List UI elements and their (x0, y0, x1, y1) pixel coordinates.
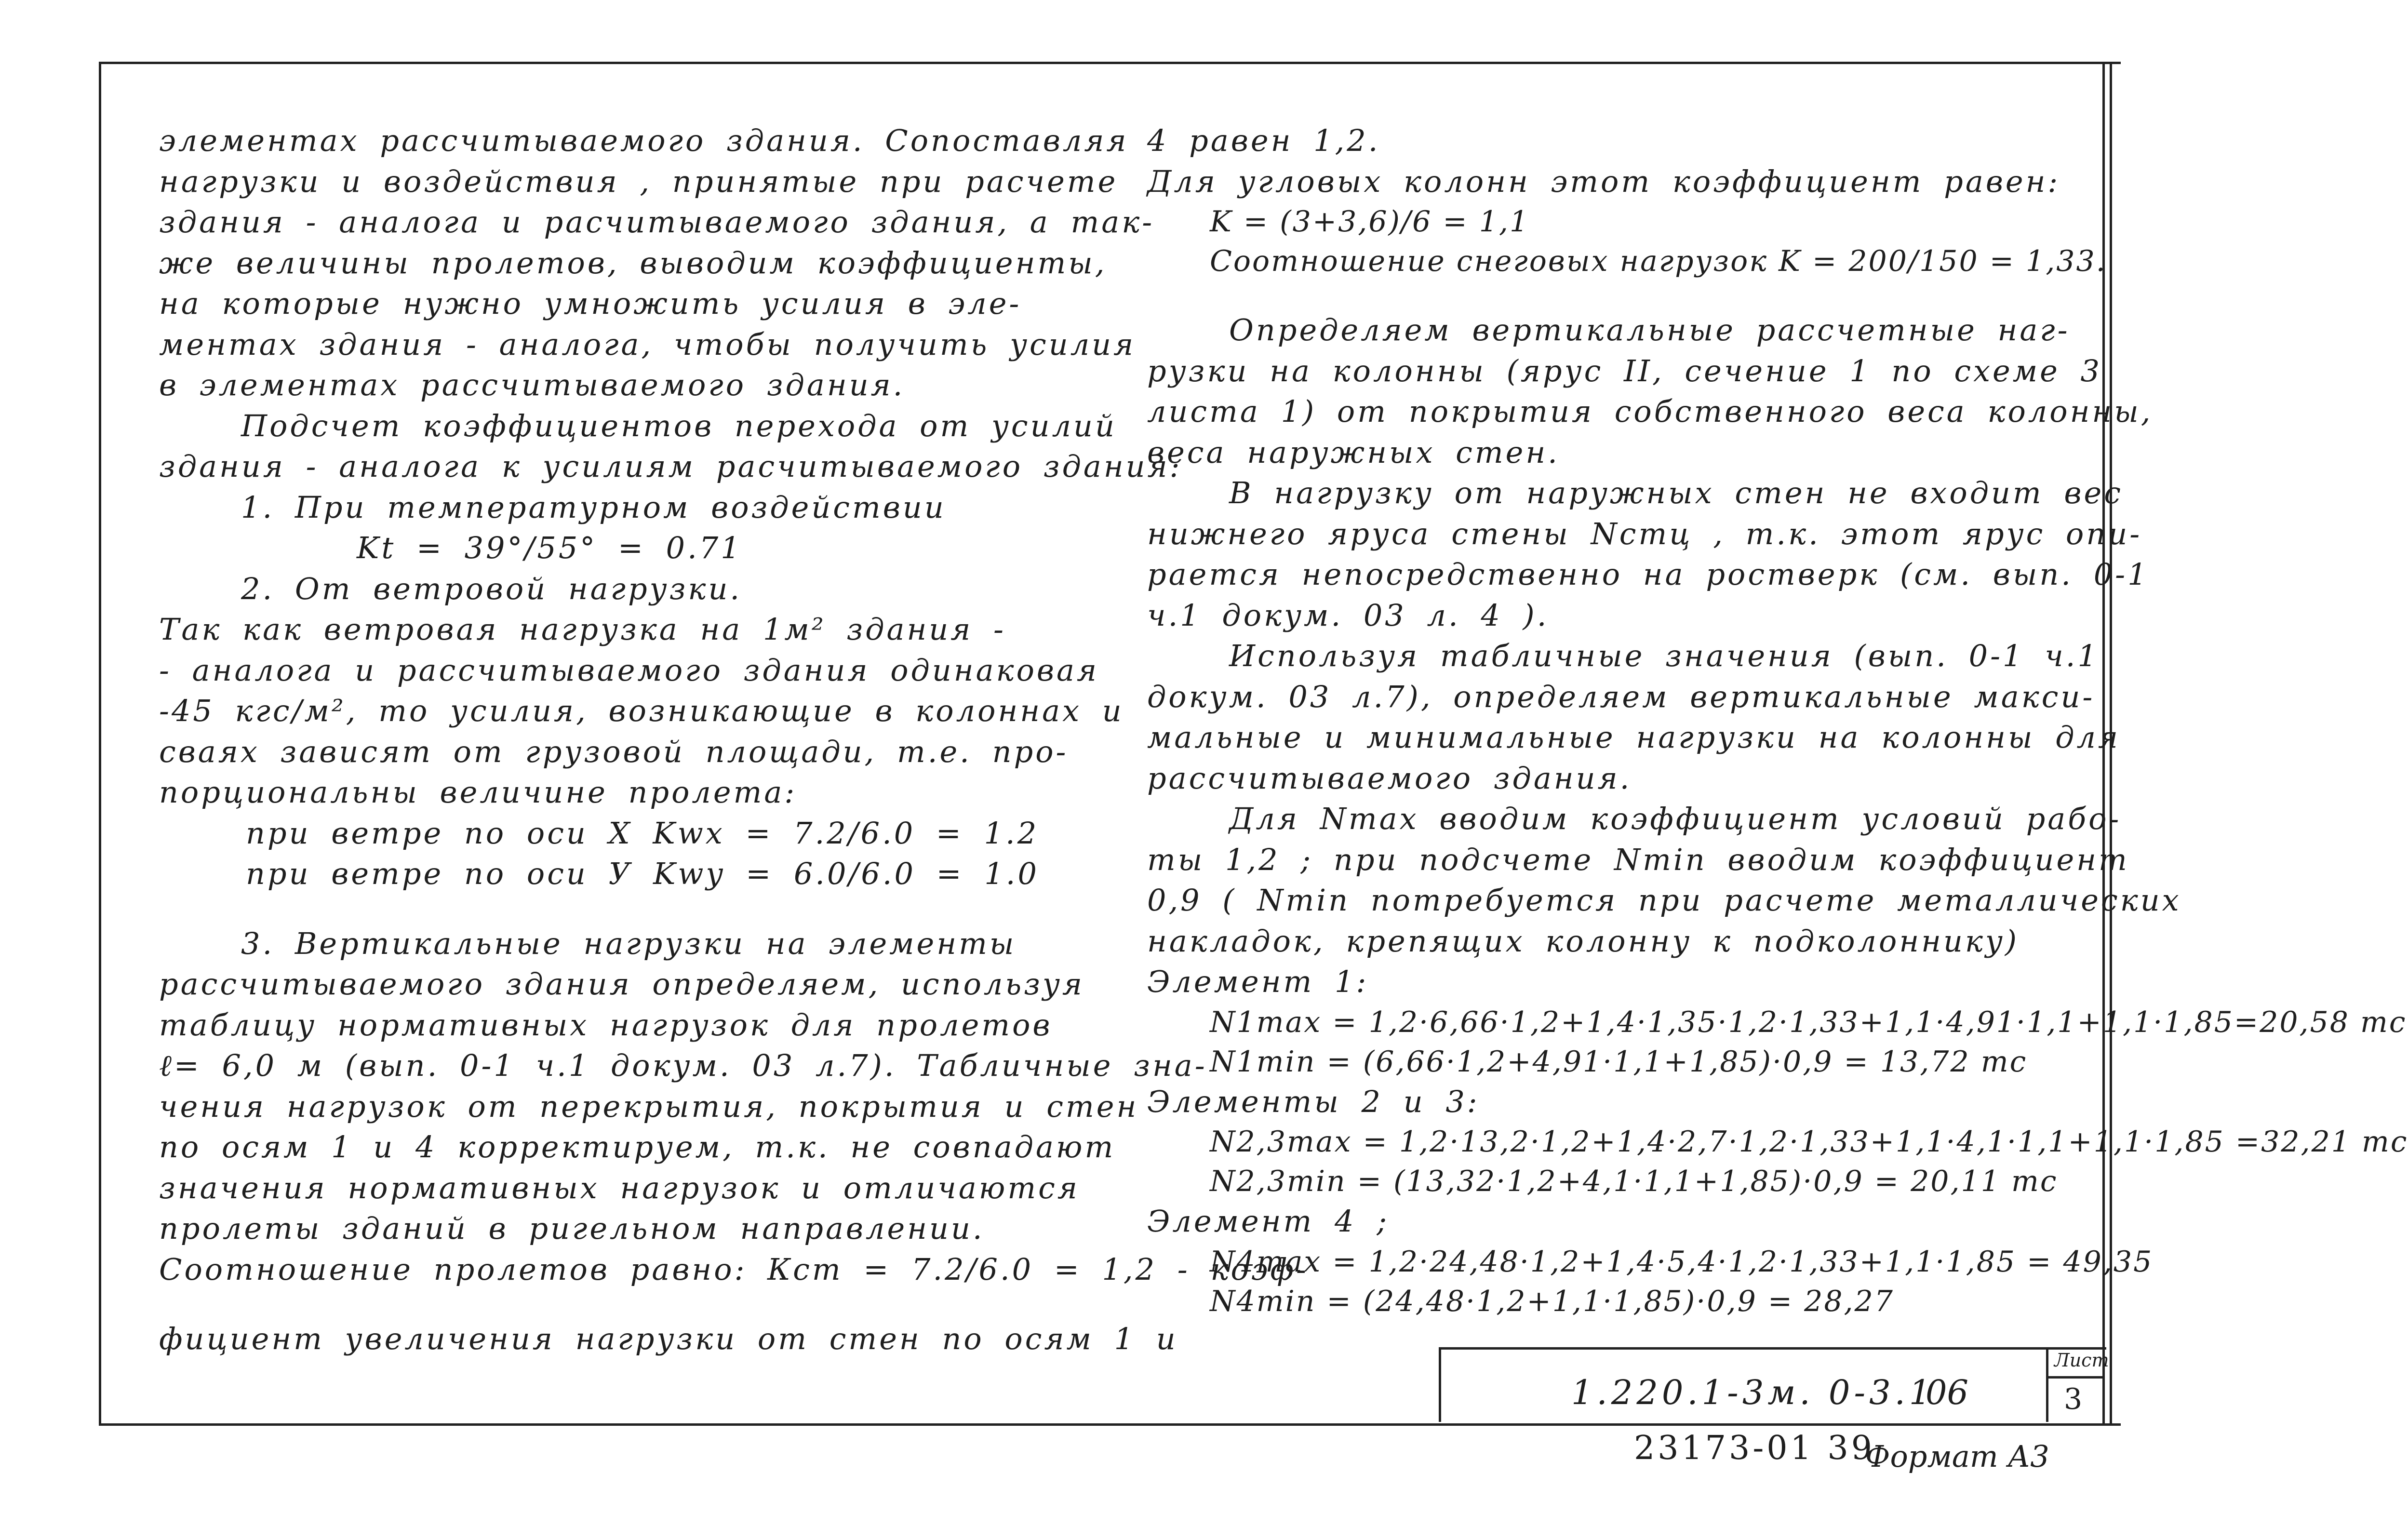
left-text-line: 2. От ветровой нагрузки. (241, 571, 742, 606)
right-text-line: рассчитываемого здания. (1147, 760, 1632, 796)
left-text-line: здания - аналога к усилиям расчитываемого здания: (159, 449, 1182, 484)
document-part: 06 (1926, 1373, 1969, 1412)
right-text-line: 4 равен 1,2. (1147, 123, 1380, 158)
left-text-line: рассчитываемого здания определяем, используя (159, 966, 1084, 1002)
document-code: 1.220.1-3м. 0-3.1 (1571, 1373, 1935, 1412)
left-text-line: же величины пролетов, выводим коэффициенты, (159, 245, 1107, 281)
left-text-line: чения нагрузок от перекрытия, покрытия и стен (159, 1088, 1139, 1124)
left-text-line: при ветре по оси У Kwy = 6.0/6.0 = 1.0 (246, 856, 1039, 891)
inventory-number: 23173-01 39 (1634, 1429, 1875, 1467)
left-text-line: здания - аналога и расчитываемого здания, а так- (159, 204, 1155, 240)
left-text-line: нагрузки и воздействия , принятые при расчете (159, 163, 1118, 199)
left-text-line (159, 1290, 1051, 1319)
right-text-line: N1min = (6,66·1,2+4,91·1,1+1,85)·0,9 = 13,72 тс (1210, 1044, 2028, 1079)
right-text-line: Для Nmax вводим коэффициент условий рабо- (1229, 801, 2122, 836)
title-block-left-line (1439, 1347, 1441, 1422)
right-text-line: N2,3max = 1,2·13,2·1,2+1,4·2,7·1,2·1,33+1,1·4,1·1,1+1,1·1,85 =32,21 тс (1210, 1125, 2408, 1159)
left-text-line: на которые нужно умножить усилия в эле- (159, 286, 1022, 321)
right-text-line: Элемент 1: (1147, 964, 1369, 999)
right-text-line: накладок, крепящих колонну к подколоннику) (1147, 923, 2020, 959)
left-text-line: при ветре по оси X Kwx = 7.2/6.0 = 1.2 (246, 815, 1039, 851)
title-block-sheet-line (2046, 1376, 2104, 1379)
right-text-line: докум. 03 л.7), определяем вертикальные макси- (1147, 679, 2095, 714)
left-text-line: таблицу нормативных нагрузок для пролетов (159, 1007, 1053, 1043)
left-text-line: Соотношение пролетов равно: Кст = 7.2/6.0 = 1,2 - коэф- (159, 1251, 1309, 1287)
right-text-column (1147, 121, 2408, 1321)
left-text-line: Так как ветровая нагрузка на 1м² здания - (159, 612, 1006, 647)
left-text-line: ментах здания - аналога, чтобы получить усилия (159, 326, 1136, 362)
right-text-line: нижнего яруса стены Nстц , т.к. этот ярус опи- (1147, 516, 2142, 551)
left-text-line: ℓ= 6,0 м (вып. 0-1 ч.1 докум. 03 л.7). Табличные зна- (159, 1048, 1207, 1083)
left-text-line (159, 895, 1051, 924)
format-label: Формат А3 (1865, 1439, 2049, 1474)
left-text-line: 1. При температурном воздействии (241, 489, 946, 525)
left-text-line: элементах рассчитываемого здания. Сопоставляя (159, 123, 1129, 158)
left-text-line: Kt = 39°/55° = 0.71 (357, 530, 742, 565)
left-text-line: -45 кгс/м², то усилия, возникающие в колоннах и (159, 693, 1124, 728)
right-text-line: 0,9 ( Nmin потребуется при расчете металлических (1147, 883, 2181, 918)
right-text-line: N2,3min = (13,32·1,2+4,1·1,1+1,85)·0,9 = 20,11 тс (1210, 1165, 2058, 1198)
right-text-line: Соотношение снеговых нагрузок K = 200/150 = 1,33. (1210, 244, 2107, 278)
right-text-line: веса наружных стен. (1147, 434, 1560, 470)
left-text-line: по осям 1 и 4 корректируем, т.к. не совпадают (159, 1129, 1116, 1165)
right-text-line: В нагрузку от наружных стен не входит вес (1229, 475, 2123, 510)
right-text-line: Элемент 4 ; (1147, 1204, 1390, 1239)
right-text-line: листа 1) от покрытия собственного веса колонны, (1147, 394, 2153, 429)
right-text-line: K = (3+3,6)/6 = 1,1 (1210, 205, 1530, 239)
left-text-line: - аналога и рассчитываемого здания одинаковая (159, 652, 1099, 688)
left-text-line: пролеты зданий в ригельном направлении. (159, 1211, 985, 1246)
title-block-top-line (1439, 1347, 2106, 1350)
left-text-line: сваях зависят от грузовой площади, т.е. про- (159, 734, 1069, 769)
right-text-line: ч.1 докум. 03 л. 4 ). (1147, 597, 1549, 633)
left-text-line: фициент увеличения нагрузки от стен по осям 1 и (159, 1321, 1178, 1356)
left-text-line: порциональны величине пролета: (159, 775, 797, 810)
right-text-line: Элементы 2 и 3: (1147, 1084, 1480, 1119)
right-text-line: N4max = 1,2·24,48·1,2+1,4·5,4·1,2·1,33+1,1·1,85 = 49,35 (1210, 1245, 2154, 1279)
title-block-sheet-divider (2046, 1347, 2048, 1422)
left-text-line: Подсчет коэффициентов перехода от усилий (241, 408, 1117, 443)
right-text-line: Определяем вертикальные рассчетные наг- (1229, 312, 2070, 348)
right-text-line (1147, 281, 2039, 310)
left-text-line: значения нормативных нагрузок и отличаются (159, 1170, 1080, 1205)
right-text-line: ты 1,2 ; при подсчете Nmin вводим коэффициент (1147, 842, 2129, 877)
left-text-line: 3. Вертикальные нагрузки на элементы (241, 925, 1017, 961)
sheet-label: Лист (2054, 1350, 2109, 1371)
right-text-line: Используя табличные значения (вып. 0-1 ч.1 (1229, 638, 2099, 673)
right-text-line: N1max = 1,2·6,66·1,2+1,4·1,35·1,2·1,33+1,1·4,91·1,1+1,1·1,85=20,58 тс (1210, 1005, 2407, 1039)
right-text-line: Для угловых колонн этот коэффициент равен: (1147, 163, 2060, 199)
sheet-number: 3 (2064, 1382, 2083, 1416)
right-text-line: рузки на колонны (ярус II, сечение 1 по схеме 3 (1147, 353, 2102, 388)
right-text-line: мальные и минимальные нагрузки на колонны для (1147, 720, 2121, 755)
left-text-line: в элементах рассчитываемого здания. (159, 367, 905, 402)
right-text-line: N4min = (24,48·1,2+1,1·1,85)·0,9 = 28,27 (1210, 1284, 1894, 1318)
right-text-line: рается непосредственно на ростверк (см. вып. 0-1 (1147, 557, 2149, 592)
